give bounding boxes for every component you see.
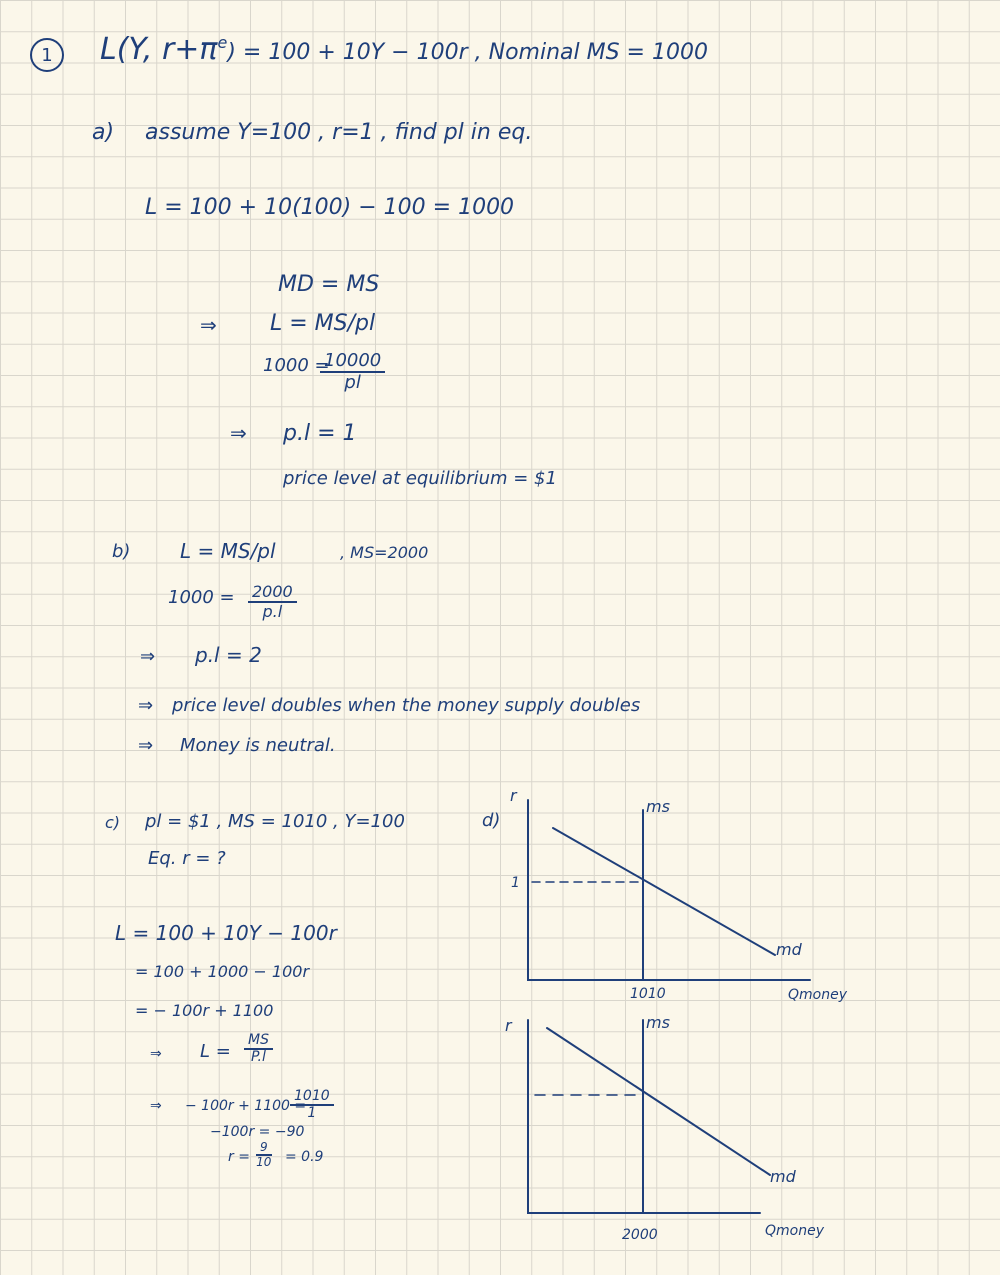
- part-b-line2: Money is neutral.: [180, 735, 336, 756]
- part-c-line6: −100r = −90: [210, 1124, 305, 1140]
- problem-number: 1: [30, 38, 64, 72]
- graph1-axes: [528, 797, 810, 980]
- part-d-label: d): [482, 810, 501, 831]
- graph2-md-line: [547, 1028, 770, 1175]
- graph1-md-line: [553, 828, 775, 955]
- arrow: ⇒: [150, 1098, 162, 1114]
- graph1-y-axis-label: r: [510, 786, 517, 805]
- arrow: ⇒: [138, 695, 154, 716]
- graph2-md-label: md: [770, 1167, 796, 1186]
- graph2-y-axis-label: r: [505, 1016, 512, 1035]
- part-c-line7-right: = 0.9: [285, 1149, 324, 1165]
- header-main: L(Y, r+π: [100, 32, 218, 67]
- part-c-line1: L = 100 + 10Y − 100r: [115, 921, 337, 945]
- fraction-denominator: 10: [256, 1154, 272, 1169]
- fraction-numerator: MS: [244, 1033, 273, 1050]
- part-b-label: b): [112, 541, 131, 562]
- part-c-line2: = 100 + 1000 − 100r: [135, 962, 310, 981]
- part-a-label: a): [92, 120, 115, 145]
- part-c-line3: = − 100r + 1100: [135, 1001, 274, 1020]
- part-a-prompt: assume Y=100 , r=1 , find pl in eq.: [145, 120, 533, 145]
- part-c-given: pl = $1 , MS = 1010 , Y=100: [145, 811, 405, 832]
- part-b-ms: , MS=2000: [340, 543, 429, 562]
- fraction-denominator: p.l: [262, 601, 283, 621]
- graph1-x-tick: 1010: [630, 986, 666, 1002]
- part-c-label: c): [105, 813, 121, 832]
- part-c-question: Eq. r = ?: [148, 848, 226, 869]
- part-c-line7-left: r =: [228, 1149, 250, 1165]
- graph1-x-axis-label: Qmoney: [788, 987, 847, 1003]
- header-rest: ) = 100 + 10Y − 100r , Nominal MS = 1000: [227, 40, 708, 65]
- part-a-eq-left: 1000 =: [263, 355, 330, 376]
- graph1-ms-label: ms: [646, 797, 670, 816]
- graph1-r-tick: 1: [511, 875, 520, 891]
- fraction-numerator: 10000: [320, 352, 385, 373]
- fraction-numerator: 9: [256, 1141, 272, 1156]
- fraction-denominator: 1: [307, 1104, 317, 1121]
- arrow: ⇒: [150, 1046, 162, 1062]
- fraction-numerator: 2000: [248, 584, 297, 603]
- part-c-line5-left: − 100r + 1100 =: [185, 1098, 307, 1114]
- part-a-pl-result: p.l = 1: [283, 421, 357, 446]
- part-b-pl-result: p.l = 2: [195, 643, 262, 667]
- part-a-md-ms: MD = MS: [278, 272, 380, 297]
- graph1-md-label: md: [776, 940, 802, 959]
- header-sup: e: [217, 33, 228, 52]
- graph2-x-axis-label: Qmoney: [765, 1223, 824, 1239]
- graph2-ms-label: ms: [646, 1013, 670, 1032]
- fraction-numerator: 1010: [290, 1089, 334, 1106]
- part-b-eq-left: 1000 =: [168, 587, 235, 608]
- part-b-line1: price level doubles when the money supply doubles: [172, 695, 641, 716]
- arrow: ⇒: [230, 421, 247, 445]
- arrow: ⇒: [138, 735, 154, 756]
- part-c-line4-left: L =: [200, 1041, 231, 1062]
- fraction-denominator: pl: [344, 371, 361, 393]
- part-a-conclusion: price level at equilibrium = $1: [283, 468, 557, 489]
- part-a-l-eq: L = MS/pl: [270, 311, 376, 336]
- arrow: ⇒: [200, 313, 217, 337]
- part-b-l-eq: L = MS/pl: [180, 539, 276, 563]
- arrow: ⇒: [140, 646, 156, 667]
- graph2-x-tick: 2000: [622, 1227, 658, 1243]
- part-a-calc: L = 100 + 10(100) − 100 = 1000: [145, 195, 515, 220]
- fraction-denominator: P.l: [251, 1048, 266, 1065]
